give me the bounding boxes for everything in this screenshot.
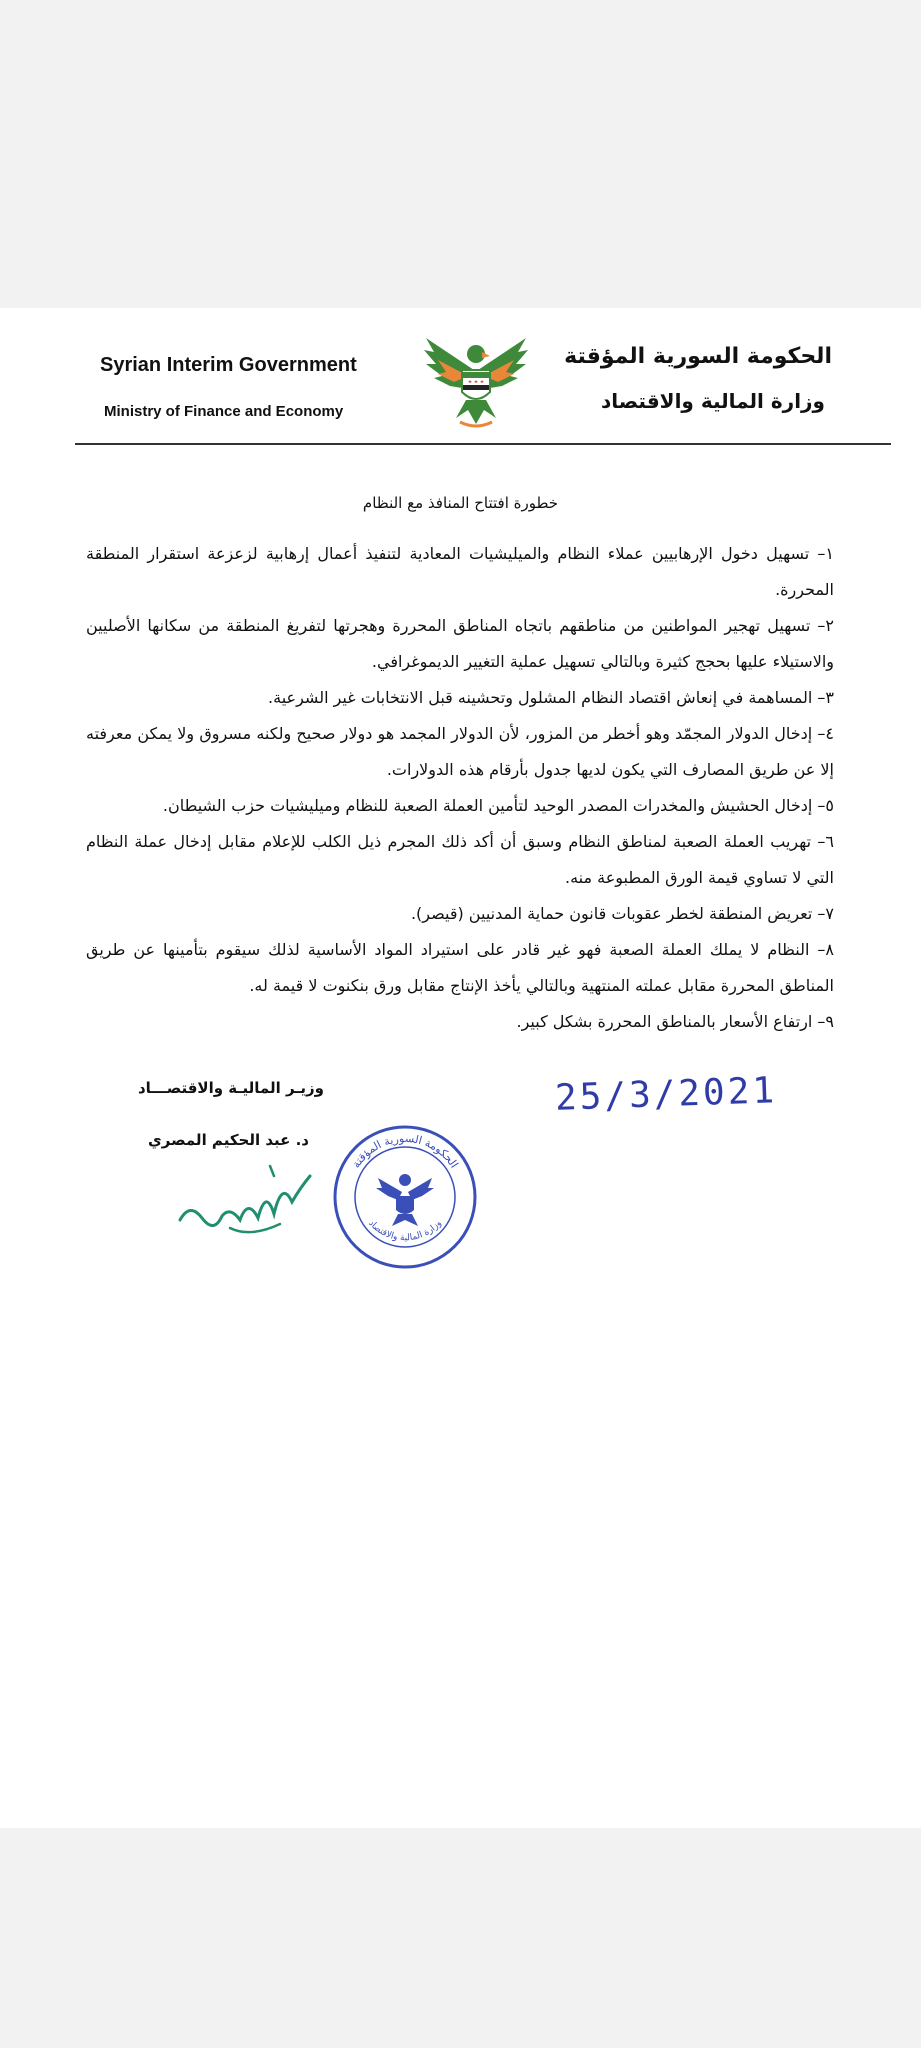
english-ministry-subtitle: Ministry of Finance and Economy (104, 403, 344, 420)
minister-name: د. عبد الحكيم المصري (148, 1131, 309, 1149)
eagle-emblem-icon (416, 330, 536, 440)
list-item: ١– تسهيل دخول الإرهابيين عملاء النظام والميليشيات المعادية لتنفيذ أعمال إرهابية لزعزعة استقرار المنطقة المحررة. (86, 544, 834, 599)
document-heading: خطورة افتتاح المنافذ مع النظام (362, 494, 559, 512)
official-stamp (330, 1122, 480, 1272)
list-item: ٧– تعريض المنطقة لخطر عقوبات قانون حماية المدنيين (قيصر). (410, 904, 834, 923)
arabic-government-title: الحكومة السورية المؤقتة (564, 344, 832, 369)
list-item: ٨– النظام لا يملك العملة الصعبة فهو غير قادر على استيراد المواد الأساسية لذلك سيقوم بتأمينها عن طريق المناطق المحررة مقابل عملته المنتهية وبالتالي يأخذ الإنتاج مقابل ورق بنكنوت لا قيمة له. (86, 940, 834, 995)
header-divider (75, 443, 891, 445)
arabic-ministry-subtitle: وزارة المالية والاقتصاد (600, 389, 825, 413)
stamp-ring-text: الحكومة السورية المؤقتة (349, 1131, 461, 1171)
english-government-title: Syrian Interim Government (100, 354, 357, 376)
minister-title: وزيـر الماليـة والاقتصـــاد (137, 1079, 324, 1097)
list-item: ٣– المساهمة في إنعاش اقتصاد النظام المشلول وتحشينه قبل الانتخابات غير الشرعية. (268, 688, 834, 707)
stamp-bottom-text: وزارة المالية والاقتصاد (366, 1218, 444, 1244)
list-item: ٢– تسهيل تهجير المواطنين من مناطقهم باتجاه المناطق المحررة وهجرتها لتفريغ المنطقة من سكانها الأصليين والاستيلاء عليها بحجج كثيرة وبالتالي تسهيل عملية التغيير الديموغرافي. (86, 616, 834, 671)
top-margin (0, 0, 921, 308)
handwritten-date: 25/3/2021 (554, 1070, 778, 1119)
list-item: ٩– ارتفاع الأسعار بالمناطق المحررة بشكل كبير. (516, 1012, 834, 1031)
list-item: ٤– إدخال الدولار المجمّد وهو أخطر من المزور، لأن الدولار المجمد هو دولار صحيح ولكنه مسروق ولا يمكن معرفته إلا عن طريق المصارف التي يكون لديها جدول بأرقام هذه الدولارات. (86, 724, 834, 779)
points-list (86, 536, 834, 1040)
list-item: ٥– إدخال الحشيش والمخدرات المصدر الوحيد لتأمين العملة الصعبة للنظام وميليشيات حزب الشيطان. (162, 796, 834, 815)
handwritten-signature (170, 1158, 330, 1248)
list-item: ٦– تهريب العملة الصعبة لمناطق النظام وسبق أن أكد ذلك المجرم ذيل الكلب للإعلام مقابل إدخال عملة النظام التي لا تساوي قيمة الورق المطبوعة منه. (86, 832, 834, 887)
bottom-margin (0, 1828, 921, 2048)
